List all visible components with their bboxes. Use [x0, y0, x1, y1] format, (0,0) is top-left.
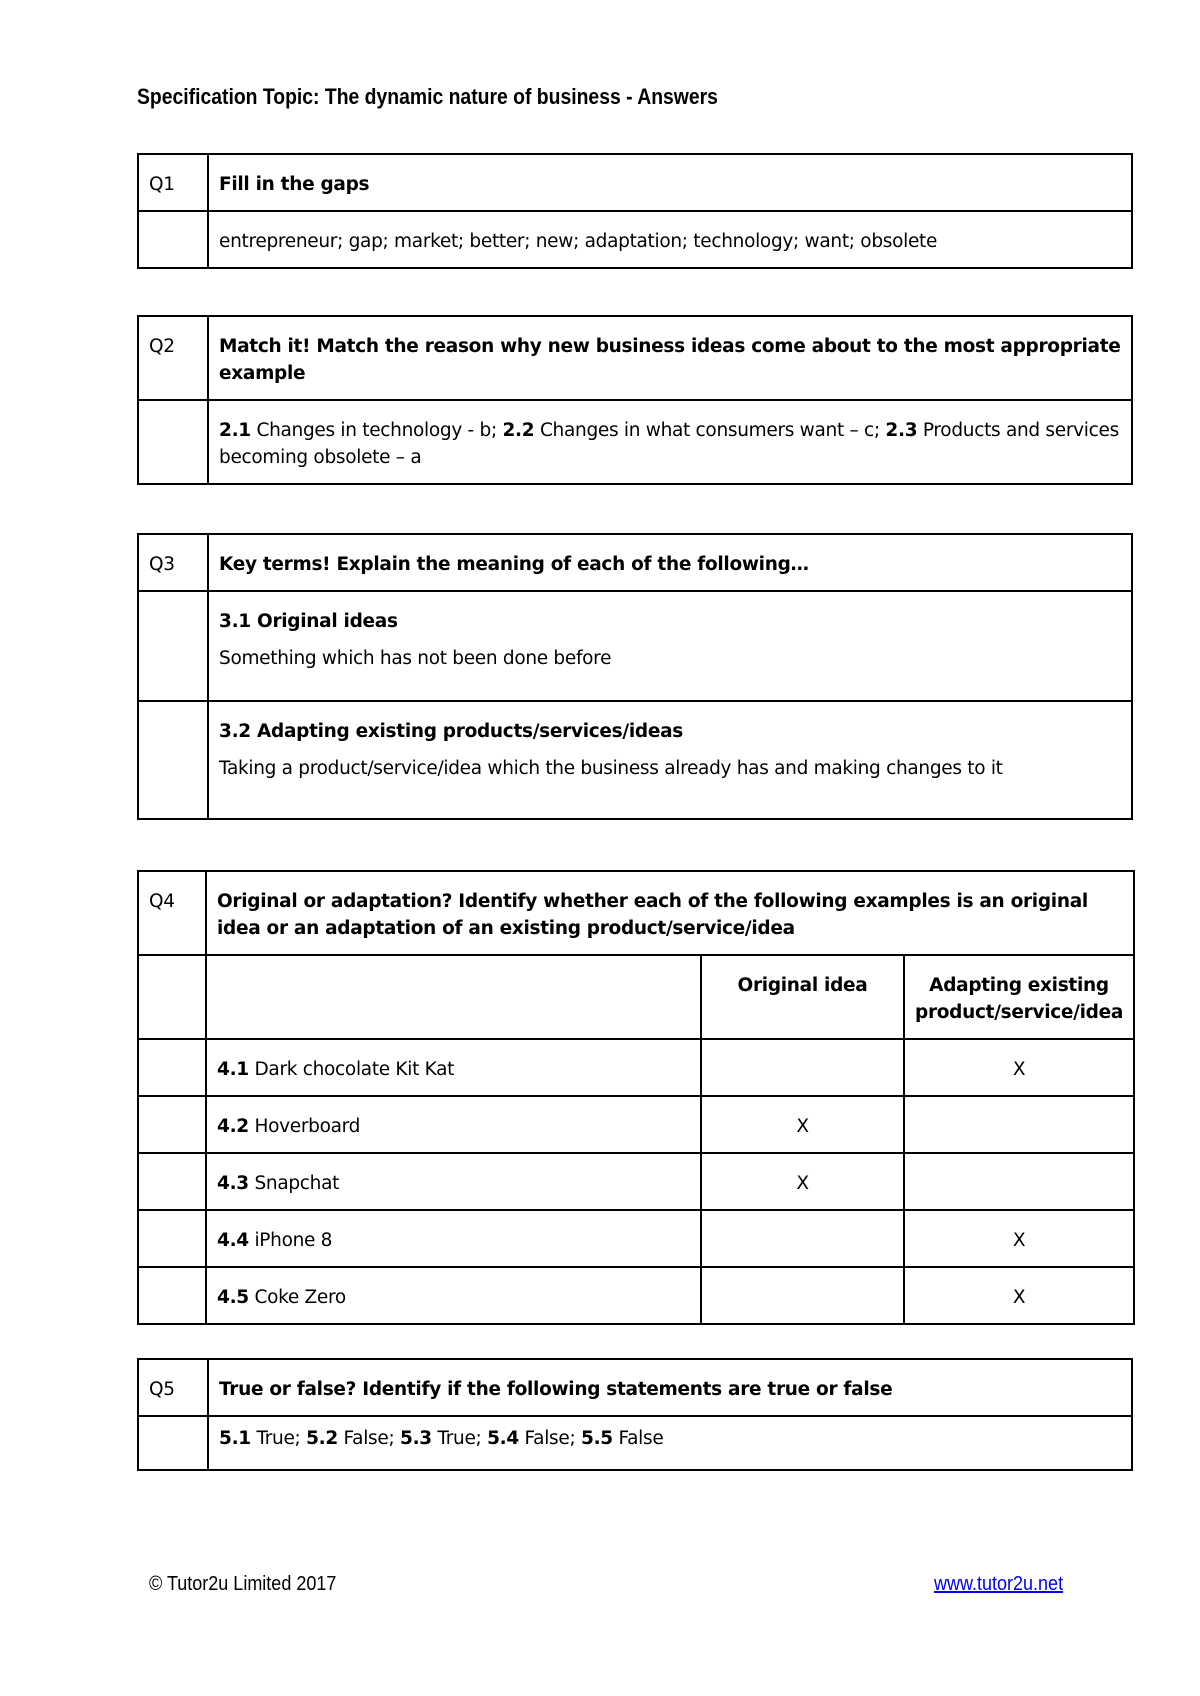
adapting-mark: [904, 1153, 1134, 1210]
header-empty-cell: [206, 955, 701, 1039]
term-definition: Taking a product/service/idea which the business already has and making changes to it: [219, 758, 1003, 779]
term-cell: [208, 701, 1132, 819]
item-label: 4.3: [217, 1173, 249, 1194]
empty-cell: [138, 591, 208, 701]
answer-label: 5.4: [487, 1428, 519, 1449]
question-4-table: [137, 870, 1135, 1325]
question-text: Fill in the gaps: [208, 154, 1132, 211]
question-number: Q1: [138, 154, 208, 211]
term-title: 3.2 Adapting existing products/services/ideas: [219, 721, 683, 742]
table-row: [138, 1153, 1134, 1210]
table-row: [138, 1267, 1134, 1324]
answer-value: False;: [518, 1428, 581, 1449]
table-row: [138, 1210, 1134, 1267]
question-5-table: [137, 1358, 1133, 1471]
item-label: 4.1: [217, 1059, 249, 1080]
original-mark: X: [701, 1096, 904, 1153]
empty-cell: [138, 1096, 206, 1153]
adapting-mark: X: [904, 1039, 1134, 1096]
item-label: 4.2: [217, 1116, 249, 1137]
question-number: Q3: [138, 534, 208, 591]
empty-cell: [138, 701, 208, 819]
item-cell: [206, 1039, 701, 1096]
answer-label: 5.2: [306, 1428, 338, 1449]
answer-value: Products and services becoming obsolete – a: [219, 420, 1119, 468]
question-2-table: [137, 315, 1133, 485]
table-row: [138, 1096, 1134, 1153]
question-number: Q5: [138, 1359, 208, 1416]
answer-label: 2.3: [885, 420, 918, 441]
answer-label: 2.2: [502, 420, 535, 441]
empty-cell: [138, 1210, 206, 1267]
item-label: 4.5: [217, 1287, 249, 1308]
answer-label: 2.1: [219, 420, 251, 441]
answer-text: [208, 1416, 1132, 1470]
adapting-mark: X: [904, 1210, 1134, 1267]
item-cell: [206, 1267, 701, 1324]
answer-value: False: [612, 1428, 664, 1449]
adapting-mark: X: [904, 1267, 1134, 1324]
item-cell: [206, 1096, 701, 1153]
item-name: Snapchat: [248, 1173, 340, 1194]
original-mark: [701, 1039, 904, 1096]
term-definition: Something which has not been done before: [219, 648, 612, 669]
question-number: Q4: [138, 871, 206, 955]
column-header-original: Original idea: [701, 955, 904, 1039]
item-cell: [206, 1210, 701, 1267]
empty-cell: [138, 1153, 206, 1210]
item-name: Dark chocolate Kit Kat: [248, 1059, 455, 1080]
item-name: iPhone 8: [248, 1230, 333, 1251]
empty-cell: [138, 955, 206, 1039]
answer-text: [208, 400, 1132, 484]
original-mark: [701, 1267, 904, 1324]
item-cell: [206, 1153, 701, 1210]
empty-cell: [138, 211, 208, 268]
term-title: 3.1 Original ideas: [219, 611, 398, 632]
answer-label: 5.3: [400, 1428, 432, 1449]
item-name: Coke Zero: [248, 1287, 346, 1308]
question-1-table: [137, 153, 1133, 269]
empty-cell: [138, 1039, 206, 1096]
original-mark: [701, 1210, 904, 1267]
empty-cell: [138, 1416, 208, 1470]
answer-text: entrepreneur; gap; market; better; new; adaptation; technology; want; obsolete: [208, 211, 1132, 268]
table-row: [138, 1039, 1134, 1096]
answer-value: True;: [250, 1428, 307, 1449]
item-name: Hoverboard: [248, 1116, 361, 1137]
question-text: Key terms! Explain the meaning of each of the following…: [208, 534, 1132, 591]
answer-value: Changes in technology - b;: [250, 420, 503, 441]
answer-value: True;: [431, 1428, 488, 1449]
empty-cell: [138, 1267, 206, 1324]
question-number: Q2: [138, 316, 208, 400]
question-text: Match it! Match the reason why new business ideas come about to the most appropriate example: [208, 316, 1132, 400]
adapting-mark: [904, 1096, 1134, 1153]
answer-value: Changes in what consumers want – c;: [534, 420, 886, 441]
question-3-table: [137, 533, 1133, 820]
term-cell: [208, 591, 1132, 701]
answer-label: 5.5: [581, 1428, 613, 1449]
answer-label: 5.1: [219, 1428, 251, 1449]
question-text: True or false? Identify if the following statements are true or false: [208, 1359, 1132, 1416]
answer-value: False;: [337, 1428, 400, 1449]
page-title: Specification Topic: The dynamic nature of business - Answers: [137, 84, 718, 109]
question-text: Original or adaptation? Identify whether each of the following examples is an original idea or an adaptation of an existing product/service/idea: [206, 871, 1134, 955]
item-label: 4.4: [217, 1230, 249, 1251]
original-mark: X: [701, 1153, 904, 1210]
copyright-notice: © Tutor2u Limited 2017: [149, 1573, 337, 1595]
website-link[interactable]: www.tutor2u.net: [934, 1573, 1064, 1595]
column-header-adapting: Adapting existing product/service/idea: [904, 955, 1134, 1039]
empty-cell: [138, 400, 208, 484]
